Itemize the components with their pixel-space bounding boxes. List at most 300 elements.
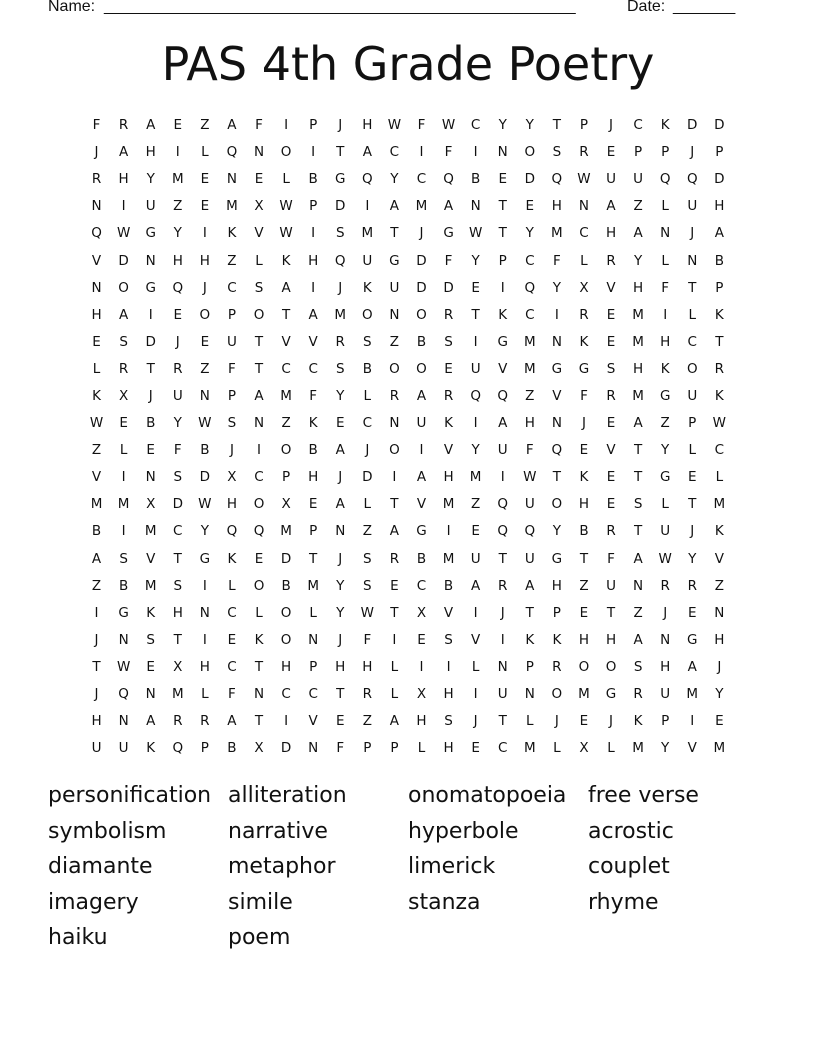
grid-letter[interactable]: E	[471, 523, 480, 540]
grid-letter[interactable]: J	[609, 117, 614, 134]
grid-letter[interactable]: Y	[661, 740, 670, 757]
grid-letter[interactable]: O	[551, 686, 563, 703]
grid-letter[interactable]: Q	[362, 171, 373, 188]
grid-letter[interactable]: V	[443, 442, 454, 459]
grid-letter[interactable]: S	[173, 469, 183, 486]
grid-letter[interactable]: M	[90, 496, 103, 513]
grid-letter[interactable]: H	[172, 252, 183, 269]
grid-letter[interactable]: Y	[552, 279, 561, 296]
grid-letter[interactable]: U	[524, 496, 535, 513]
grid-letter[interactable]: U	[416, 415, 427, 432]
grid-letter[interactable]: T	[336, 686, 345, 703]
grid-letter[interactable]: H	[118, 171, 129, 188]
grid-letter[interactable]: N	[199, 604, 210, 621]
grid-letter[interactable]: R	[389, 550, 400, 567]
grid-letter[interactable]: S	[363, 550, 372, 567]
grid-letter[interactable]: K	[660, 117, 670, 134]
grid-letter[interactable]: P	[309, 658, 318, 675]
grid-letter[interactable]: N	[145, 686, 156, 703]
grid-letter[interactable]: L	[471, 658, 480, 675]
grid-letter[interactable]: B	[362, 360, 372, 377]
grid-letter[interactable]: Z	[173, 198, 183, 215]
grid-letter[interactable]: E	[579, 713, 589, 730]
grid-letter[interactable]: H	[91, 306, 102, 323]
grid-letter[interactable]: C	[173, 523, 183, 540]
grid-letter[interactable]: Q	[334, 252, 346, 269]
grid-letter[interactable]: A	[146, 713, 156, 730]
grid-letter[interactable]: A	[633, 415, 643, 432]
grid-letter[interactable]: Y	[336, 604, 345, 621]
grid-letter[interactable]: X	[146, 496, 156, 513]
grid-letter[interactable]: Q	[524, 279, 536, 296]
grid-letter[interactable]: D	[443, 279, 454, 296]
grid-letter[interactable]: M	[578, 686, 590, 703]
grid-letter[interactable]: O	[578, 658, 590, 675]
grid-letter[interactable]: L	[255, 252, 263, 269]
grid-letter[interactable]: P	[282, 469, 291, 486]
grid-letter[interactable]: W	[116, 658, 131, 675]
grid-letter[interactable]: X	[579, 279, 589, 296]
grid-letter[interactable]: N	[551, 333, 562, 350]
grid-letter[interactable]: M	[632, 306, 644, 323]
grid-letter[interactable]: I	[202, 225, 207, 242]
grid-letter[interactable]: T	[146, 360, 155, 377]
grid-letter[interactable]: T	[579, 550, 589, 567]
grid-letter[interactable]: G	[605, 686, 617, 703]
grid-letter[interactable]: F	[173, 442, 182, 459]
grid-letter[interactable]: J	[500, 604, 505, 621]
grid-letter[interactable]: L	[580, 252, 588, 269]
grid-letter[interactable]: D	[280, 740, 292, 757]
grid-letter[interactable]: E	[335, 415, 345, 432]
grid-letter[interactable]: L	[607, 740, 615, 757]
grid-letter[interactable]: M	[144, 577, 157, 594]
grid-letter[interactable]: R	[118, 360, 129, 377]
grid-letter[interactable]: N	[497, 658, 508, 675]
grid-letter[interactable]: A	[443, 198, 454, 215]
grid-letter[interactable]: K	[362, 279, 372, 296]
grid-letter[interactable]: U	[606, 577, 616, 594]
grid-letter[interactable]: V	[606, 279, 616, 296]
grid-letter[interactable]: I	[121, 198, 126, 215]
grid-letter[interactable]: L	[390, 658, 399, 675]
grid-letter[interactable]: X	[416, 686, 427, 703]
grid-letter[interactable]: R	[91, 171, 102, 188]
grid-letter[interactable]: Q	[659, 171, 671, 188]
grid-letter[interactable]: N	[253, 144, 265, 161]
grid-letter[interactable]: T	[688, 279, 697, 296]
grid-letter[interactable]: M	[144, 523, 157, 540]
grid-letter[interactable]: W	[89, 415, 104, 432]
grid-letter[interactable]: C	[362, 415, 373, 432]
grid-letter[interactable]: N	[145, 469, 156, 486]
grid-letter[interactable]: W	[360, 604, 374, 621]
grid-letter[interactable]: W	[198, 496, 212, 513]
grid-letter[interactable]: T	[336, 144, 345, 161]
grid-letter[interactable]: I	[500, 631, 505, 648]
grid-letter[interactable]: U	[470, 550, 481, 567]
grid-letter[interactable]: X	[254, 740, 264, 757]
grid-letter[interactable]: R	[633, 686, 643, 703]
grid-letter[interactable]: O	[389, 442, 400, 459]
grid-letter[interactable]: W	[116, 225, 131, 242]
grid-letter[interactable]: B	[579, 523, 589, 540]
grid-letter[interactable]: Q	[524, 523, 536, 540]
grid-letter[interactable]: M	[361, 225, 374, 242]
grid-letter[interactable]: Q	[497, 387, 509, 404]
grid-letter[interactable]: I	[473, 604, 478, 621]
grid-letter[interactable]: F	[580, 387, 588, 404]
grid-letter[interactable]: Q	[91, 225, 102, 242]
grid-letter[interactable]: U	[497, 686, 508, 703]
grid-letter[interactable]: Z	[200, 117, 210, 134]
grid-letter[interactable]: C	[308, 686, 318, 703]
grid-letter[interactable]: K	[552, 631, 562, 648]
grid-letter[interactable]: D	[280, 550, 292, 567]
grid-letter[interactable]: H	[416, 713, 427, 730]
grid-letter[interactable]: U	[389, 279, 400, 296]
grid-letter[interactable]: I	[500, 469, 505, 486]
grid-letter[interactable]: H	[199, 252, 210, 269]
grid-letter[interactable]: U	[91, 740, 102, 757]
grid-letter[interactable]: M	[334, 306, 347, 323]
grid-letter[interactable]: C	[227, 279, 237, 296]
grid-letter[interactable]: J	[365, 442, 370, 459]
grid-letter[interactable]: Z	[91, 577, 102, 594]
grid-letter[interactable]: Y	[336, 387, 345, 404]
grid-letter[interactable]: A	[471, 577, 481, 594]
grid-letter[interactable]: H	[578, 496, 590, 513]
grid-letter[interactable]: U	[226, 333, 237, 350]
grid-letter[interactable]: O	[551, 496, 563, 513]
grid-letter[interactable]: G	[578, 360, 590, 377]
grid-letter[interactable]: A	[254, 387, 264, 404]
grid-letter[interactable]: U	[470, 360, 481, 377]
grid-letter[interactable]: Z	[362, 713, 372, 730]
grid-letter[interactable]: T	[281, 306, 291, 323]
grid-letter[interactable]: K	[525, 631, 535, 648]
grid-letter[interactable]: W	[279, 198, 293, 215]
grid-letter[interactable]: I	[94, 604, 99, 621]
grid-letter[interactable]: V	[443, 604, 454, 621]
grid-letter[interactable]: A	[118, 306, 129, 323]
grid-letter[interactable]: I	[392, 631, 397, 648]
grid-letter[interactable]: R	[714, 360, 725, 377]
grid-letter[interactable]: I	[148, 306, 153, 323]
grid-letter[interactable]: F	[417, 117, 426, 134]
grid-letter[interactable]: O	[605, 658, 617, 675]
grid-letter[interactable]: Z	[633, 604, 643, 621]
grid-letter[interactable]: J	[175, 333, 180, 350]
grid-letter[interactable]: R	[552, 658, 562, 675]
grid-letter[interactable]: N	[308, 631, 319, 648]
grid-letter[interactable]: S	[119, 333, 128, 350]
grid-letter[interactable]: F	[363, 631, 372, 648]
grid-letter[interactable]: S	[444, 631, 453, 648]
grid-letter[interactable]: W	[577, 171, 591, 188]
grid-letter[interactable]: T	[92, 658, 101, 675]
grid-letter[interactable]: M	[307, 577, 319, 594]
grid-letter[interactable]: G	[118, 604, 129, 621]
grid-letter[interactable]: Y	[471, 442, 480, 459]
grid-letter[interactable]: R	[443, 387, 454, 404]
grid-letter[interactable]: L	[417, 740, 426, 757]
grid-letter[interactable]: L	[201, 144, 209, 161]
grid-letter[interactable]: O	[253, 306, 265, 323]
grid-letter[interactable]: P	[498, 252, 507, 269]
grid-letter[interactable]: T	[498, 225, 507, 242]
grid-letter[interactable]: I	[311, 225, 316, 242]
grid-letter[interactable]: M	[171, 686, 184, 703]
grid-letter[interactable]: Z	[281, 415, 291, 432]
grid-letter[interactable]: B	[443, 577, 454, 594]
grid-letter[interactable]: I	[284, 117, 289, 134]
grid-letter[interactable]: Q	[118, 686, 129, 703]
grid-letter[interactable]: Y	[525, 117, 534, 134]
grid-letter[interactable]: C	[687, 333, 697, 350]
grid-letter[interactable]: K	[92, 387, 101, 404]
grid-letter[interactable]: Y	[525, 225, 534, 242]
grid-letter[interactable]: E	[498, 171, 507, 188]
grid-letter[interactable]: P	[634, 144, 643, 161]
grid-letter[interactable]: I	[202, 577, 207, 594]
grid-letter[interactable]: T	[498, 198, 507, 215]
grid-letter[interactable]: F	[607, 550, 615, 567]
grid-letter[interactable]: V	[714, 550, 724, 567]
grid-letter[interactable]: S	[335, 360, 345, 377]
grid-letter[interactable]: Q	[686, 171, 698, 188]
grid-letter[interactable]: A	[416, 469, 427, 486]
grid-letter[interactable]: H	[443, 740, 454, 757]
grid-letter[interactable]: N	[226, 171, 237, 188]
grid-letter[interactable]: T	[688, 496, 697, 513]
grid-letter[interactable]: G	[551, 550, 563, 567]
grid-letter[interactable]: A	[308, 306, 318, 323]
grid-letter[interactable]: F	[309, 387, 318, 404]
grid-letter[interactable]: I	[365, 198, 370, 215]
grid-letter[interactable]: H	[199, 658, 210, 675]
grid-letter[interactable]: T	[552, 117, 561, 134]
grid-letter[interactable]: E	[687, 604, 697, 621]
grid-letter[interactable]: K	[227, 225, 237, 242]
grid-letter[interactable]: R	[173, 713, 183, 730]
grid-letter[interactable]: H	[308, 469, 319, 486]
grid-letter[interactable]: V	[91, 252, 102, 269]
grid-letter[interactable]: B	[714, 252, 724, 269]
grid-letter[interactable]: R	[335, 333, 345, 350]
grid-letter[interactable]: Z	[227, 252, 237, 269]
grid-letter[interactable]: F	[228, 686, 236, 703]
grid-letter[interactable]: P	[309, 117, 318, 134]
grid-letter[interactable]: I	[202, 631, 207, 648]
grid-letter[interactable]: L	[363, 387, 372, 404]
grid-letter[interactable]: C	[416, 171, 427, 188]
grid-letter[interactable]: T	[254, 658, 264, 675]
grid-letter[interactable]: W	[279, 225, 293, 242]
grid-letter[interactable]: V	[606, 442, 616, 459]
grid-letter[interactable]: T	[254, 333, 264, 350]
grid-letter[interactable]: A	[714, 225, 724, 242]
grid-letter[interactable]: Q	[497, 496, 509, 513]
grid-letter[interactable]: H	[362, 658, 373, 675]
grid-letter[interactable]: T	[498, 713, 507, 730]
grid-letter[interactable]: H	[172, 604, 183, 621]
grid-letter[interactable]: Y	[390, 171, 399, 188]
grid-letter[interactable]: N	[660, 631, 671, 648]
grid-letter[interactable]: N	[118, 631, 129, 648]
grid-letter[interactable]: Z	[471, 496, 481, 513]
grid-letter[interactable]: D	[199, 469, 211, 486]
grid-letter[interactable]: H	[335, 658, 346, 675]
grid-letter[interactable]: E	[200, 198, 210, 215]
grid-letter[interactable]: Z	[633, 198, 643, 215]
grid-letter[interactable]: W	[441, 117, 456, 134]
grid-letter[interactable]: I	[175, 144, 180, 161]
grid-letter[interactable]: E	[715, 713, 724, 730]
grid-letter[interactable]: N	[714, 604, 725, 621]
grid-letter[interactable]: Y	[552, 523, 561, 540]
grid-letter[interactable]: K	[281, 252, 291, 269]
grid-letter[interactable]: U	[118, 740, 129, 757]
grid-letter[interactable]: M	[442, 550, 455, 567]
grid-letter[interactable]: Q	[497, 523, 509, 540]
grid-letter[interactable]: Y	[471, 252, 480, 269]
grid-letter[interactable]: L	[255, 604, 263, 621]
grid-letter[interactable]: V	[146, 550, 156, 567]
grid-letter[interactable]: X	[227, 469, 237, 486]
grid-letter[interactable]: N	[253, 686, 265, 703]
grid-letter[interactable]: R	[606, 523, 616, 540]
grid-letter[interactable]: Z	[200, 360, 210, 377]
grid-letter[interactable]: N	[578, 198, 589, 215]
grid-letter[interactable]: E	[254, 171, 264, 188]
grid-letter[interactable]: I	[473, 686, 478, 703]
grid-letter[interactable]: H	[308, 252, 319, 269]
grid-letter[interactable]: N	[551, 415, 562, 432]
grid-letter[interactable]: H	[633, 360, 644, 377]
grid-letter[interactable]: R	[606, 387, 616, 404]
grid-letter[interactable]: V	[308, 333, 318, 350]
grid-letter[interactable]: R	[660, 577, 670, 594]
grid-letter[interactable]: T	[498, 550, 507, 567]
grid-letter[interactable]: X	[254, 198, 264, 215]
grid-letter[interactable]: U	[497, 442, 508, 459]
grid-letter[interactable]: T	[633, 523, 643, 540]
grid-letter[interactable]: A	[335, 442, 345, 459]
grid-letter[interactable]: M	[442, 496, 455, 513]
grid-letter[interactable]: D	[118, 252, 129, 269]
grid-letter[interactable]: E	[335, 713, 345, 730]
grid-letter[interactable]: R	[687, 577, 697, 594]
grid-letter[interactable]: C	[308, 360, 318, 377]
grid-letter[interactable]: H	[551, 198, 562, 215]
grid-letter[interactable]: P	[363, 740, 372, 757]
grid-letter[interactable]: Z	[714, 577, 724, 594]
grid-letter[interactable]: B	[91, 523, 102, 540]
grid-letter[interactable]: O	[280, 442, 292, 459]
grid-letter[interactable]: D	[362, 469, 373, 486]
grid-letter[interactable]: E	[146, 442, 155, 459]
grid-letter[interactable]: V	[254, 225, 264, 242]
grid-letter[interactable]: E	[606, 333, 616, 350]
grid-letter[interactable]: C	[633, 117, 643, 134]
grid-letter[interactable]: G	[687, 631, 698, 648]
grid-letter[interactable]: E	[227, 631, 237, 648]
grid-letter[interactable]: U	[687, 387, 698, 404]
grid-letter[interactable]: K	[714, 387, 724, 404]
grid-letter[interactable]: L	[526, 713, 534, 730]
grid-letter[interactable]: P	[525, 658, 534, 675]
grid-letter[interactable]: E	[254, 550, 264, 567]
grid-letter[interactable]: Q	[470, 387, 481, 404]
grid-letter[interactable]: H	[714, 631, 725, 648]
grid-letter[interactable]: J	[94, 631, 99, 648]
grid-letter[interactable]: O	[524, 144, 536, 161]
grid-letter[interactable]: O	[280, 144, 292, 161]
grid-letter[interactable]: M	[551, 225, 563, 242]
grid-letter[interactable]: H	[551, 577, 562, 594]
grid-letter[interactable]: A	[389, 198, 400, 215]
grid-letter[interactable]: W	[198, 415, 212, 432]
grid-letter[interactable]: O	[280, 631, 292, 648]
grid-letter[interactable]: E	[471, 740, 480, 757]
grid-letter[interactable]: U	[633, 171, 644, 188]
grid-letter[interactable]: C	[227, 604, 237, 621]
grid-letter[interactable]: F	[336, 740, 345, 757]
grid-letter[interactable]: A	[227, 713, 237, 730]
grid-letter[interactable]: A	[335, 496, 345, 513]
grid-letter[interactable]: A	[525, 577, 535, 594]
grid-letter[interactable]: T	[254, 713, 264, 730]
grid-letter[interactable]: M	[117, 496, 130, 513]
grid-letter[interactable]: T	[390, 496, 399, 513]
grid-letter[interactable]: V	[91, 469, 102, 486]
grid-letter[interactable]: H	[226, 496, 237, 513]
grid-letter[interactable]: T	[254, 360, 264, 377]
grid-letter[interactable]: S	[444, 333, 453, 350]
grid-letter[interactable]: W	[387, 117, 402, 134]
grid-letter[interactable]: I	[473, 144, 478, 161]
grid-letter[interactable]: G	[416, 523, 427, 540]
grid-letter[interactable]: J	[338, 279, 343, 296]
grid-letter[interactable]: Z	[525, 387, 535, 404]
grid-letter[interactable]: Z	[91, 442, 102, 459]
grid-letter[interactable]: I	[392, 469, 397, 486]
grid-letter[interactable]: M	[280, 387, 292, 404]
grid-letter[interactable]: M	[632, 740, 644, 757]
grid-letter[interactable]: U	[172, 387, 183, 404]
grid-letter[interactable]: C	[714, 442, 725, 459]
grid-letter[interactable]: T	[173, 631, 182, 648]
grid-letter[interactable]: W	[468, 225, 483, 242]
grid-letter[interactable]: Y	[661, 442, 670, 459]
grid-letter[interactable]: W	[523, 469, 537, 486]
grid-letter[interactable]: H	[145, 144, 156, 161]
grid-letter[interactable]: D	[714, 117, 725, 134]
grid-letter[interactable]: O	[686, 360, 698, 377]
grid-letter[interactable]: L	[119, 442, 128, 459]
grid-letter[interactable]: S	[444, 713, 453, 730]
grid-letter[interactable]: E	[417, 631, 426, 648]
grid-letter[interactable]: L	[688, 442, 697, 459]
grid-letter[interactable]: O	[253, 577, 265, 594]
grid-letter[interactable]: S	[146, 631, 155, 648]
grid-letter[interactable]: V	[498, 360, 508, 377]
grid-letter[interactable]: R	[579, 306, 589, 323]
grid-letter[interactable]: F	[92, 117, 101, 134]
grid-letter[interactable]: B	[308, 171, 318, 188]
grid-letter[interactable]: I	[446, 658, 451, 675]
